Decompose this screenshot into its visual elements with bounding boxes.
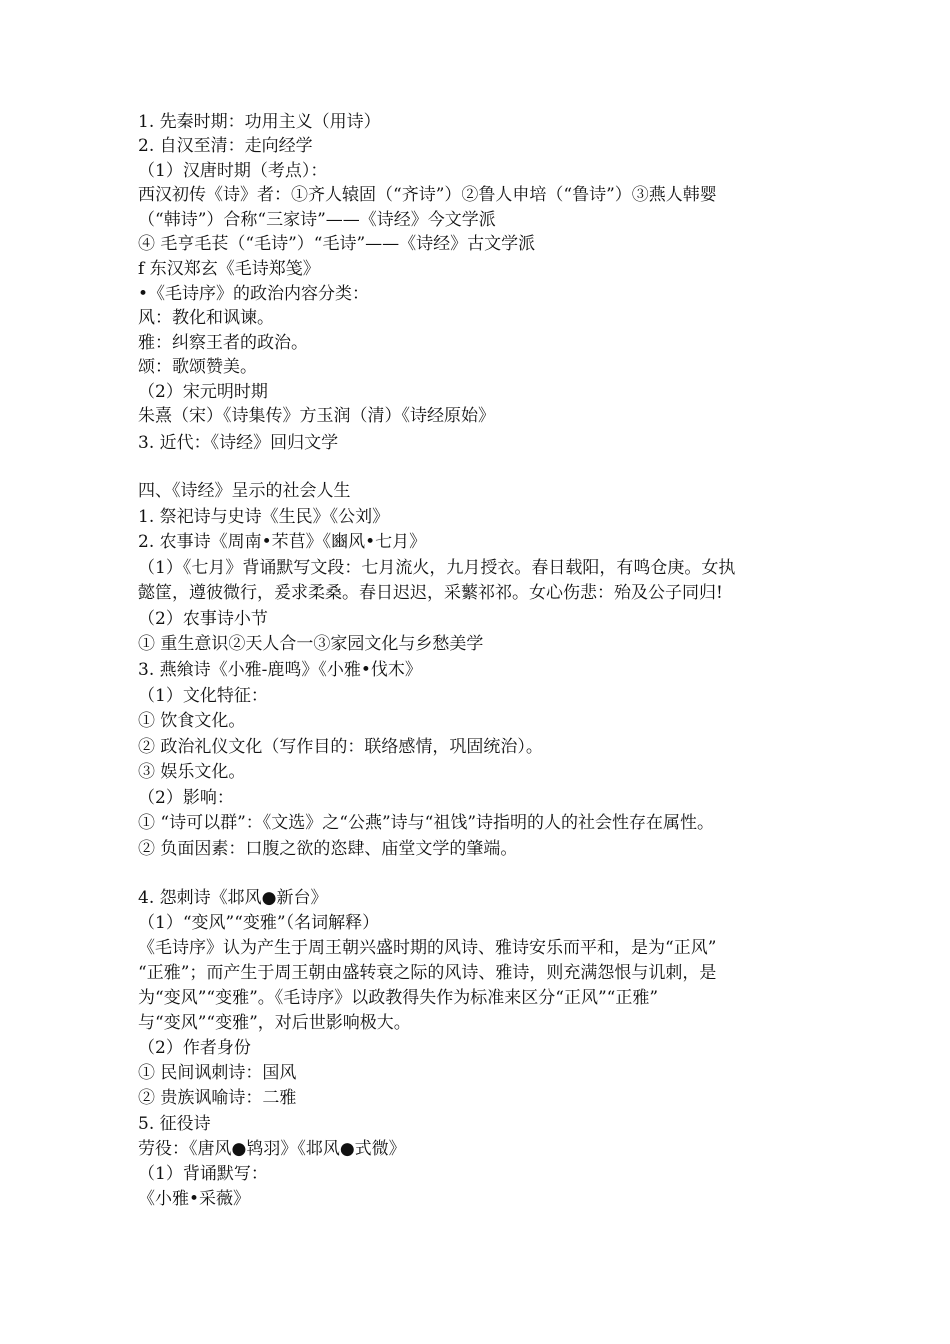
text-line: ② 政治礼仪文化（写作目的：联络感情，巩固统治）。 (138, 737, 543, 757)
text-line: 4. 怨刺诗《邶风●新台》 (138, 888, 328, 908)
text-line: ② 贵族讽喻诗：二雅 (138, 1088, 297, 1108)
text-line: 3. 燕飨诗《小雅-鹿鸣》《小雅•伐木》 (138, 660, 422, 680)
text-line: 西汉初传《诗》者：①齐人辕固（“齐诗”）②鲁人申培（“鲁诗”）③燕人韩婴 (138, 185, 717, 205)
text-line: 5. 征役诗 (138, 1114, 211, 1134)
text-line: 《小雅•采薇》 (138, 1189, 251, 1209)
text-line: 1. 祭祀诗与史诗《生民》《公刘》 (138, 507, 390, 527)
text-line: （1）背诵默写： (138, 1164, 268, 1184)
text-line: 《毛诗序》认为产生于周王朝兴盛时期的风诗、雅诗安乐而平和，是为“正风” (138, 938, 717, 958)
text-line: 1. 先秦时期：功用主义（用诗） (138, 112, 381, 132)
text-line: ④ 毛亨毛苌（“毛诗”）“毛诗”——《诗经》古文学派 (138, 234, 536, 254)
text-line: （2）农事诗小节 (138, 609, 268, 629)
text-line: （1）《七月》背诵默写文段：七月流火，九月授衣。春日载阳，有鸣仓庚。女执 (138, 558, 736, 578)
text-line: 朱熹（宋）《诗集传》方玉润（清）《诗经原始》 (138, 406, 495, 426)
text-line: 颂：歌颂赞美。 (138, 357, 257, 377)
text-line: ③ 娱乐文化。 (138, 762, 246, 782)
section-heading: 四、《诗经》呈示的社会人生 (138, 481, 351, 501)
text-line: 2. 农事诗《周南•芣苢》《豳风•七月》 (138, 532, 427, 552)
text-line: 3. 近代：《诗经》回归文学 (138, 433, 339, 453)
text-line: ① 重生意识②天人合一③家园文化与乡愁美学 (138, 634, 484, 654)
text-line: ① 饮食文化。 (138, 711, 246, 731)
text-line: 与“变风”“变雅”，对后世影响极大。 (138, 1013, 411, 1033)
text-line: •《毛诗序》的政治内容分类： (138, 284, 370, 304)
text-line: ① 民间讽刺诗：国风 (138, 1063, 297, 1083)
text-line: 风：教化和讽谏。 (138, 308, 274, 328)
text-line: （2）影响： (138, 788, 234, 808)
text-line: 为“变风”“变雅”。《毛诗序》以政教得失作为标准来区分“正风”“正雅” (138, 988, 659, 1008)
text-line: 懿筐，遵彼微行，爰求柔桑。春日迟迟，采蘩祁祁。女心伤悲：殆及公子同归! (138, 583, 723, 603)
text-line: （2）宋元明时期 (138, 382, 268, 402)
text-line: （“韩诗”）合称“三家诗”——《诗经》今文学派 (138, 210, 496, 230)
text-line: （2）作者身份 (138, 1038, 251, 1058)
text-line: （1）文化特征： (138, 686, 268, 706)
text-line: （1）“变风”“变雅”（名词解释） (138, 913, 380, 933)
text-line: 劳役：《唐风●鸨羽》《邶风●式微》 (138, 1139, 406, 1159)
text-line: f 东汉郑玄《毛诗郑笺》 (138, 259, 320, 279)
text-line: ② 负面因素：口腹之欲的恣肆、庙堂文学的肇端。 (138, 839, 518, 859)
text-line: （1）汉唐时期（考点）： (138, 161, 328, 181)
text-line: ① “诗可以群”：《文选》之“公燕”诗与“祖饯”诗指明的人的社会性存在属性。 (138, 813, 715, 833)
text-line: 雅：纠察王者的政治。 (138, 333, 308, 353)
text-line: 2. 自汉至清：走向经学 (138, 136, 313, 156)
text-line: “正雅”；而产生于周王朝由盛转衰之际的风诗、雅诗，则充满怨恨与讥刺，是 (138, 963, 717, 983)
